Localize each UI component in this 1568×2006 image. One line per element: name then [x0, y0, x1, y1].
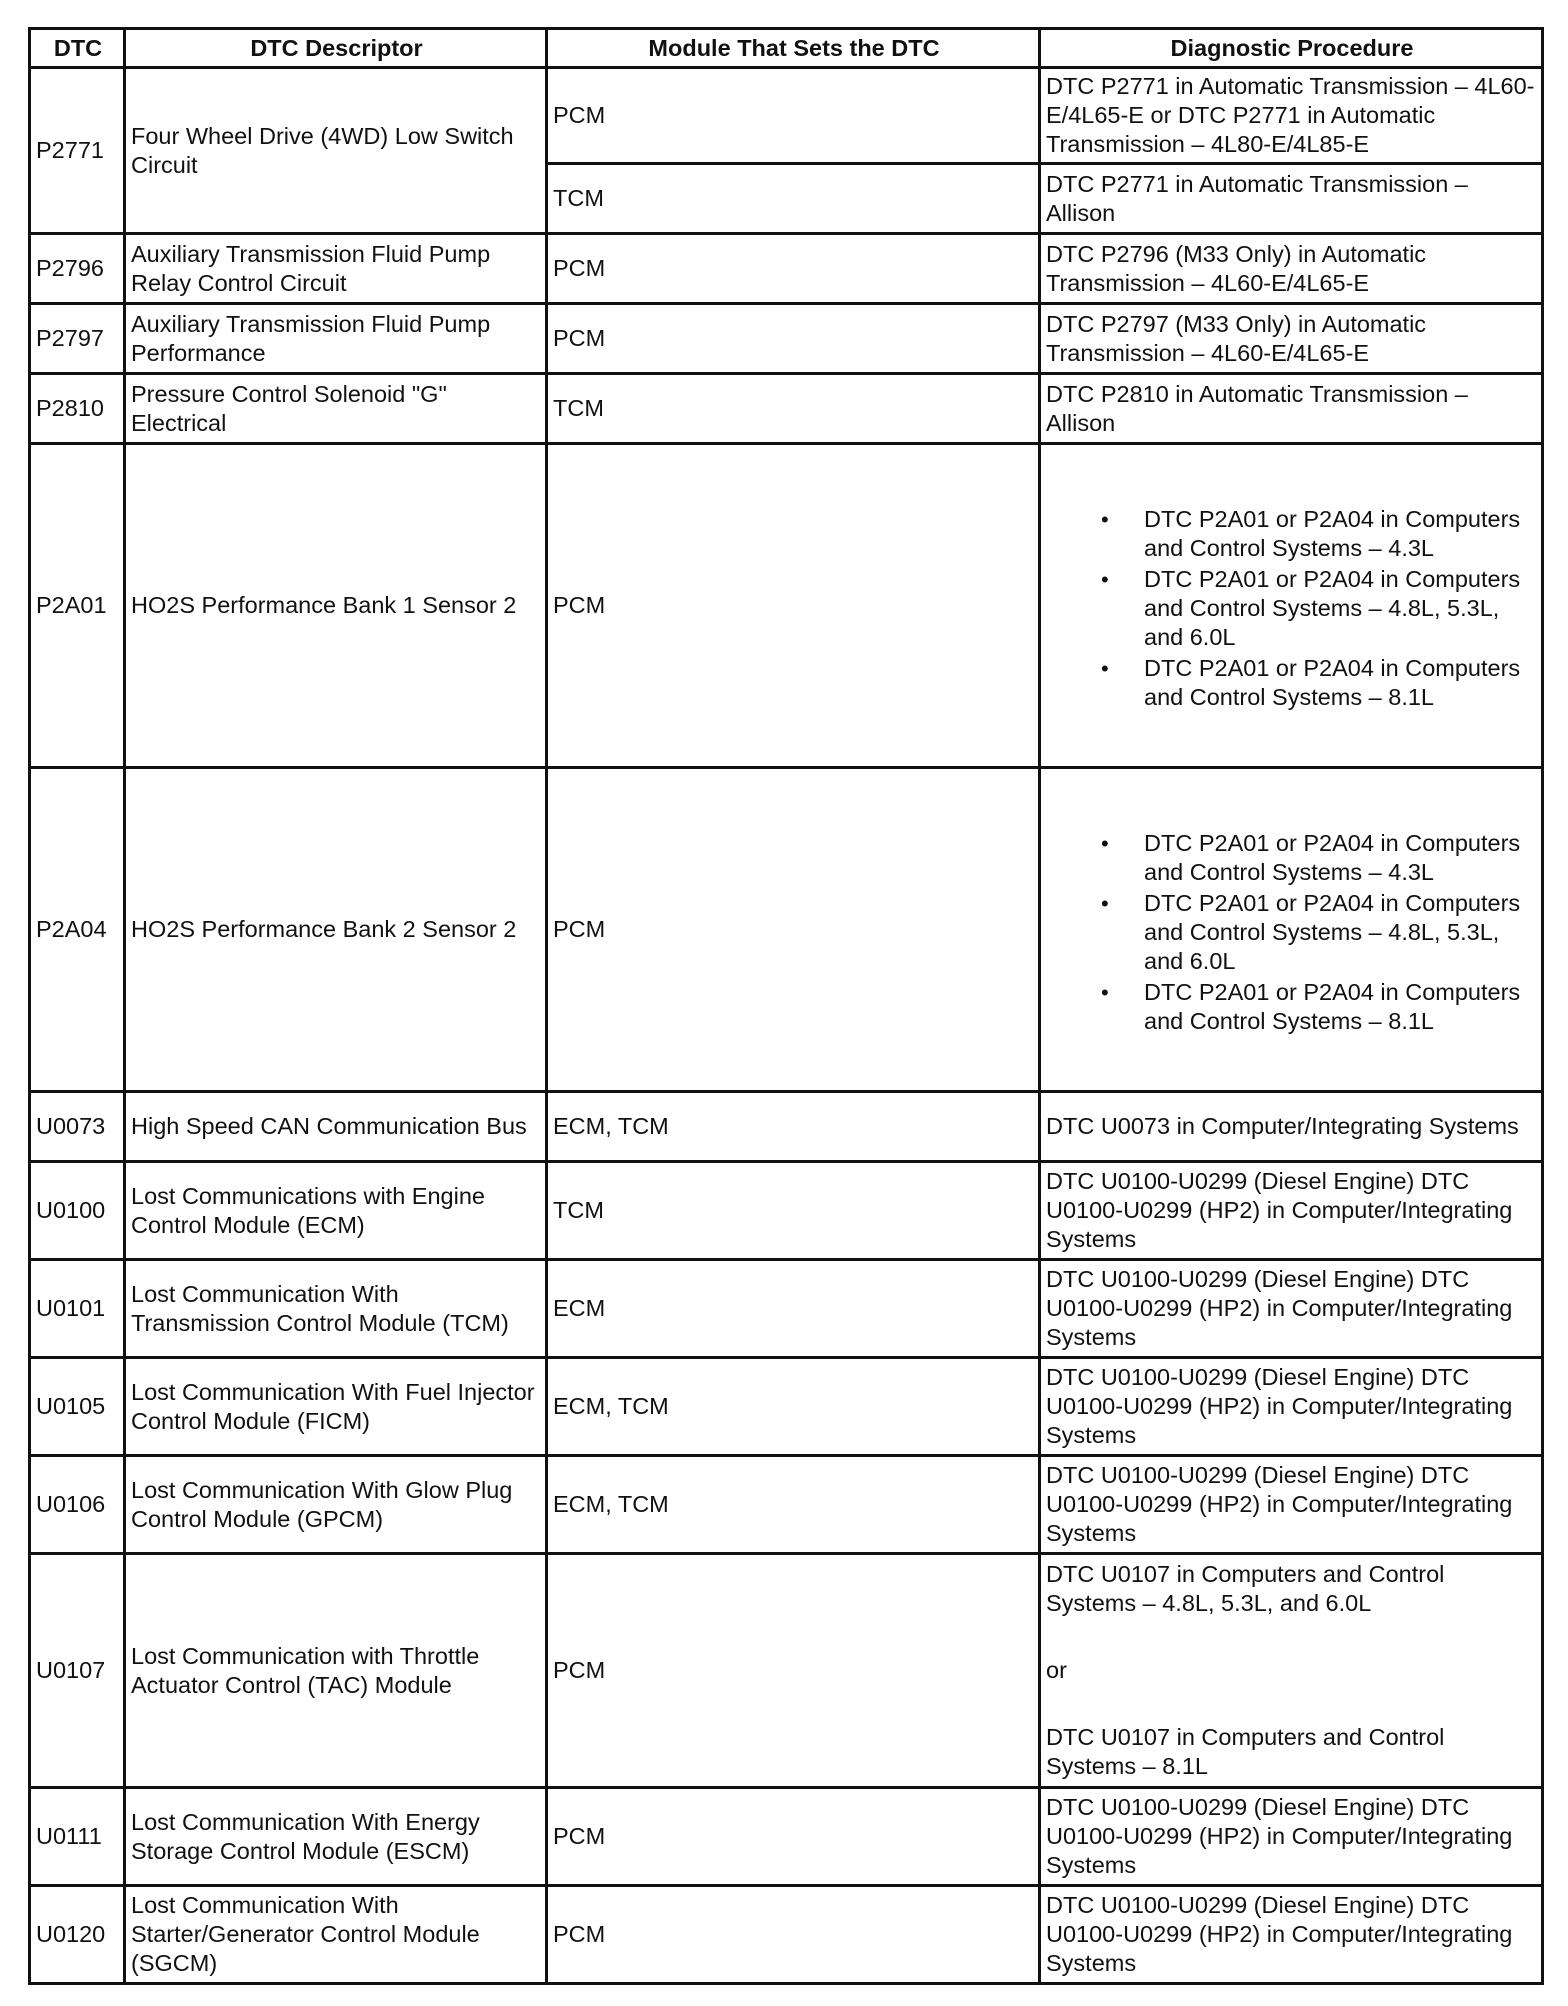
bullet-icon: •	[1101, 831, 1109, 856]
table-row	[30, 1886, 1543, 1984]
dtc-descriptor: Pressure Control Solenoid "G" Electrical	[125, 374, 547, 444]
procedure-link[interactable]: DTC P2A01 or P2A04 in Computers and Control Systems – 4.8L, 5.3L, and 6.0L	[1144, 566, 1521, 650]
dtc-code: U0111	[30, 1788, 125, 1886]
module-cell: ECM	[547, 1260, 1040, 1358]
procedure-link[interactable]: DTC P2A01 or P2A04 in Computers and Control Systems – 8.1L	[1144, 979, 1521, 1034]
table-row	[30, 768, 1543, 1092]
dtc-code: P2810	[30, 374, 125, 444]
header-dtc: DTC	[30, 29, 125, 68]
table-row	[30, 234, 1543, 304]
module-cell: PCM	[547, 234, 1040, 304]
module-cell: TCM	[547, 1162, 1040, 1260]
module-cell: ECM, TCM	[547, 1092, 1040, 1162]
procedure-cell: DTC P2771 in Automatic Transmission – 4L60-E/4L65-E or DTC P2771 in Automatic Transmission – 4L80-E/4L85-E	[1040, 68, 1543, 164]
module-cell: ECM, TCM	[547, 1456, 1040, 1554]
list-item	[1046, 505, 1538, 563]
dtc-descriptor: Lost Communication With Transmission Control Module (TCM)	[125, 1260, 547, 1358]
dtc-code: U0100	[30, 1162, 125, 1260]
dtc-code: P2796	[30, 234, 125, 304]
bullet-icon: •	[1101, 891, 1109, 916]
dtc-descriptor: HO2S Performance Bank 1 Sensor 2	[125, 444, 547, 768]
dtc-descriptor: Auxiliary Transmission Fluid Pump Relay Control Circuit	[125, 234, 547, 304]
bullet-icon: •	[1101, 567, 1109, 592]
dtc-descriptor: HO2S Performance Bank 2 Sensor 2	[125, 768, 547, 1092]
module-cell: PCM	[547, 1554, 1040, 1788]
procedure-link[interactable]: DTC P2A01 or P2A04 in Computers and Control Systems – 4.3L	[1144, 506, 1521, 561]
header-module: Module That Sets the DTC	[547, 29, 1040, 68]
module-cell: ECM, TCM	[547, 1358, 1040, 1456]
dtc-code: P2A04	[30, 768, 125, 1092]
procedure-cell	[1040, 768, 1543, 1092]
module-cell: PCM	[547, 444, 1040, 768]
procedure-cell: DTC U0100-U0299 (Diesel Engine) DTC U0100-U0299 (HP2) in Computer/Integrating Systems	[1040, 1886, 1543, 1984]
table-row	[30, 1162, 1543, 1260]
header-procedure: Diagnostic Procedure	[1040, 29, 1543, 68]
dtc-code: P2797	[30, 304, 125, 374]
table-row	[30, 1260, 1543, 1358]
header-row	[30, 29, 1543, 68]
procedure-link[interactable]: DTC U0107 in Computers and Control Systems – 4.8L, 5.3L, and 6.0L	[1046, 1561, 1445, 1616]
dtc-descriptor: High Speed CAN Communication Bus	[125, 1092, 547, 1162]
procedure-cell: DTC U0100-U0299 (Diesel Engine) DTC U0100-U0299 (HP2) in Computer/Integrating Systems	[1040, 1162, 1543, 1260]
table-row	[30, 304, 1543, 374]
table-row	[30, 1554, 1543, 1788]
dtc-table	[28, 27, 1544, 1985]
list-item	[1046, 978, 1538, 1036]
list-item	[1046, 654, 1538, 712]
dtc-code: U0107	[30, 1554, 125, 1788]
procedure-cell: DTC P2796 (M33 Only) in Automatic Transmission – 4L60-E/4L65-E	[1040, 234, 1543, 304]
dtc-descriptor: Four Wheel Drive (4WD) Low Switch Circuit	[125, 68, 547, 234]
procedure-link[interactable]: DTC P2A01 or P2A04 in Computers and Control Systems – 4.8L, 5.3L, and 6.0L	[1144, 890, 1521, 974]
dtc-descriptor: Lost Communication With Glow Plug Control Module (GPCM)	[125, 1456, 547, 1554]
dtc-code: U0073	[30, 1092, 125, 1162]
module-cell: PCM	[547, 1886, 1040, 1984]
procedure-link[interactable]: DTC P2A01 or P2A04 in Computers and Control Systems – 8.1L	[1144, 655, 1521, 710]
list-item	[1046, 829, 1538, 887]
procedure-link[interactable]: DTC P2A01 or P2A04 in Computers and Control Systems – 4.3L	[1144, 830, 1521, 885]
table-row	[30, 1092, 1543, 1162]
procedure-cell: DTC U0100-U0299 (Diesel Engine) DTC U0100-U0299 (HP2) in Computer/Integrating Systems	[1040, 1358, 1543, 1456]
module-cell: PCM	[547, 768, 1040, 1092]
procedure-list	[1046, 505, 1538, 712]
bullet-icon: •	[1101, 507, 1109, 532]
bullet-icon: •	[1101, 980, 1109, 1005]
dtc-code: U0120	[30, 1886, 125, 1984]
module-cell: PCM	[547, 1788, 1040, 1886]
list-item	[1046, 565, 1538, 652]
table-row	[30, 1358, 1543, 1456]
procedure-cell: DTC U0100-U0299 (Diesel Engine) DTC U0100-U0299 (HP2) in Computer/Integrating Systems	[1040, 1260, 1543, 1358]
procedure-or-text: or	[1046, 1657, 1067, 1683]
procedure-cell	[1040, 444, 1543, 768]
dtc-code: P2771	[30, 68, 125, 234]
dtc-descriptor: Lost Communication with Throttle Actuator Control (TAC) Module	[125, 1554, 547, 1788]
procedure-cell: DTC P2771 in Automatic Transmission – Allison	[1040, 164, 1543, 234]
procedure-cell: DTC U0100-U0299 (Diesel Engine) DTC U0100-U0299 (HP2) in Computer/Integrating Systems	[1040, 1788, 1543, 1886]
dtc-code: U0106	[30, 1456, 125, 1554]
table-row	[30, 374, 1543, 444]
table-row	[30, 444, 1543, 768]
dtc-descriptor: Lost Communication With Starter/Generator Control Module (SGCM)	[125, 1886, 547, 1984]
list-item	[1046, 889, 1538, 976]
procedure-cell	[1040, 1554, 1543, 1788]
table-row	[30, 1456, 1543, 1554]
dtc-descriptor: Auxiliary Transmission Fluid Pump Performance	[125, 304, 547, 374]
dtc-descriptor: Lost Communication With Fuel Injector Control Module (FICM)	[125, 1358, 547, 1456]
module-cell: TCM	[547, 374, 1040, 444]
procedure-list	[1046, 829, 1538, 1036]
procedure-cell: DTC P2810 in Automatic Transmission – Allison	[1040, 374, 1543, 444]
dtc-code: U0105	[30, 1358, 125, 1456]
bullet-icon: •	[1101, 656, 1109, 681]
module-cell: PCM	[547, 304, 1040, 374]
module-cell: TCM	[547, 164, 1040, 234]
table-row	[30, 68, 1543, 164]
procedure-cell: DTC U0073 in Computer/Integrating Systems	[1040, 1092, 1543, 1162]
dtc-descriptor: Lost Communications with Engine Control Module (ECM)	[125, 1162, 547, 1260]
procedure-cell: DTC P2797 (M33 Only) in Automatic Transmission – 4L60-E/4L65-E	[1040, 304, 1543, 374]
table-row	[30, 1788, 1543, 1886]
procedure-cell: DTC U0100-U0299 (Diesel Engine) DTC U0100-U0299 (HP2) in Computer/Integrating Systems	[1040, 1456, 1543, 1554]
module-cell: PCM	[547, 68, 1040, 164]
dtc-code: P2A01	[30, 444, 125, 768]
dtc-code: U0101	[30, 1260, 125, 1358]
procedure-link[interactable]: DTC U0107 in Computers and Control Systems – 8.1L	[1046, 1724, 1445, 1779]
header-descriptor: DTC Descriptor	[125, 29, 547, 68]
dtc-descriptor: Lost Communication With Energy Storage Control Module (ESCM)	[125, 1788, 547, 1886]
